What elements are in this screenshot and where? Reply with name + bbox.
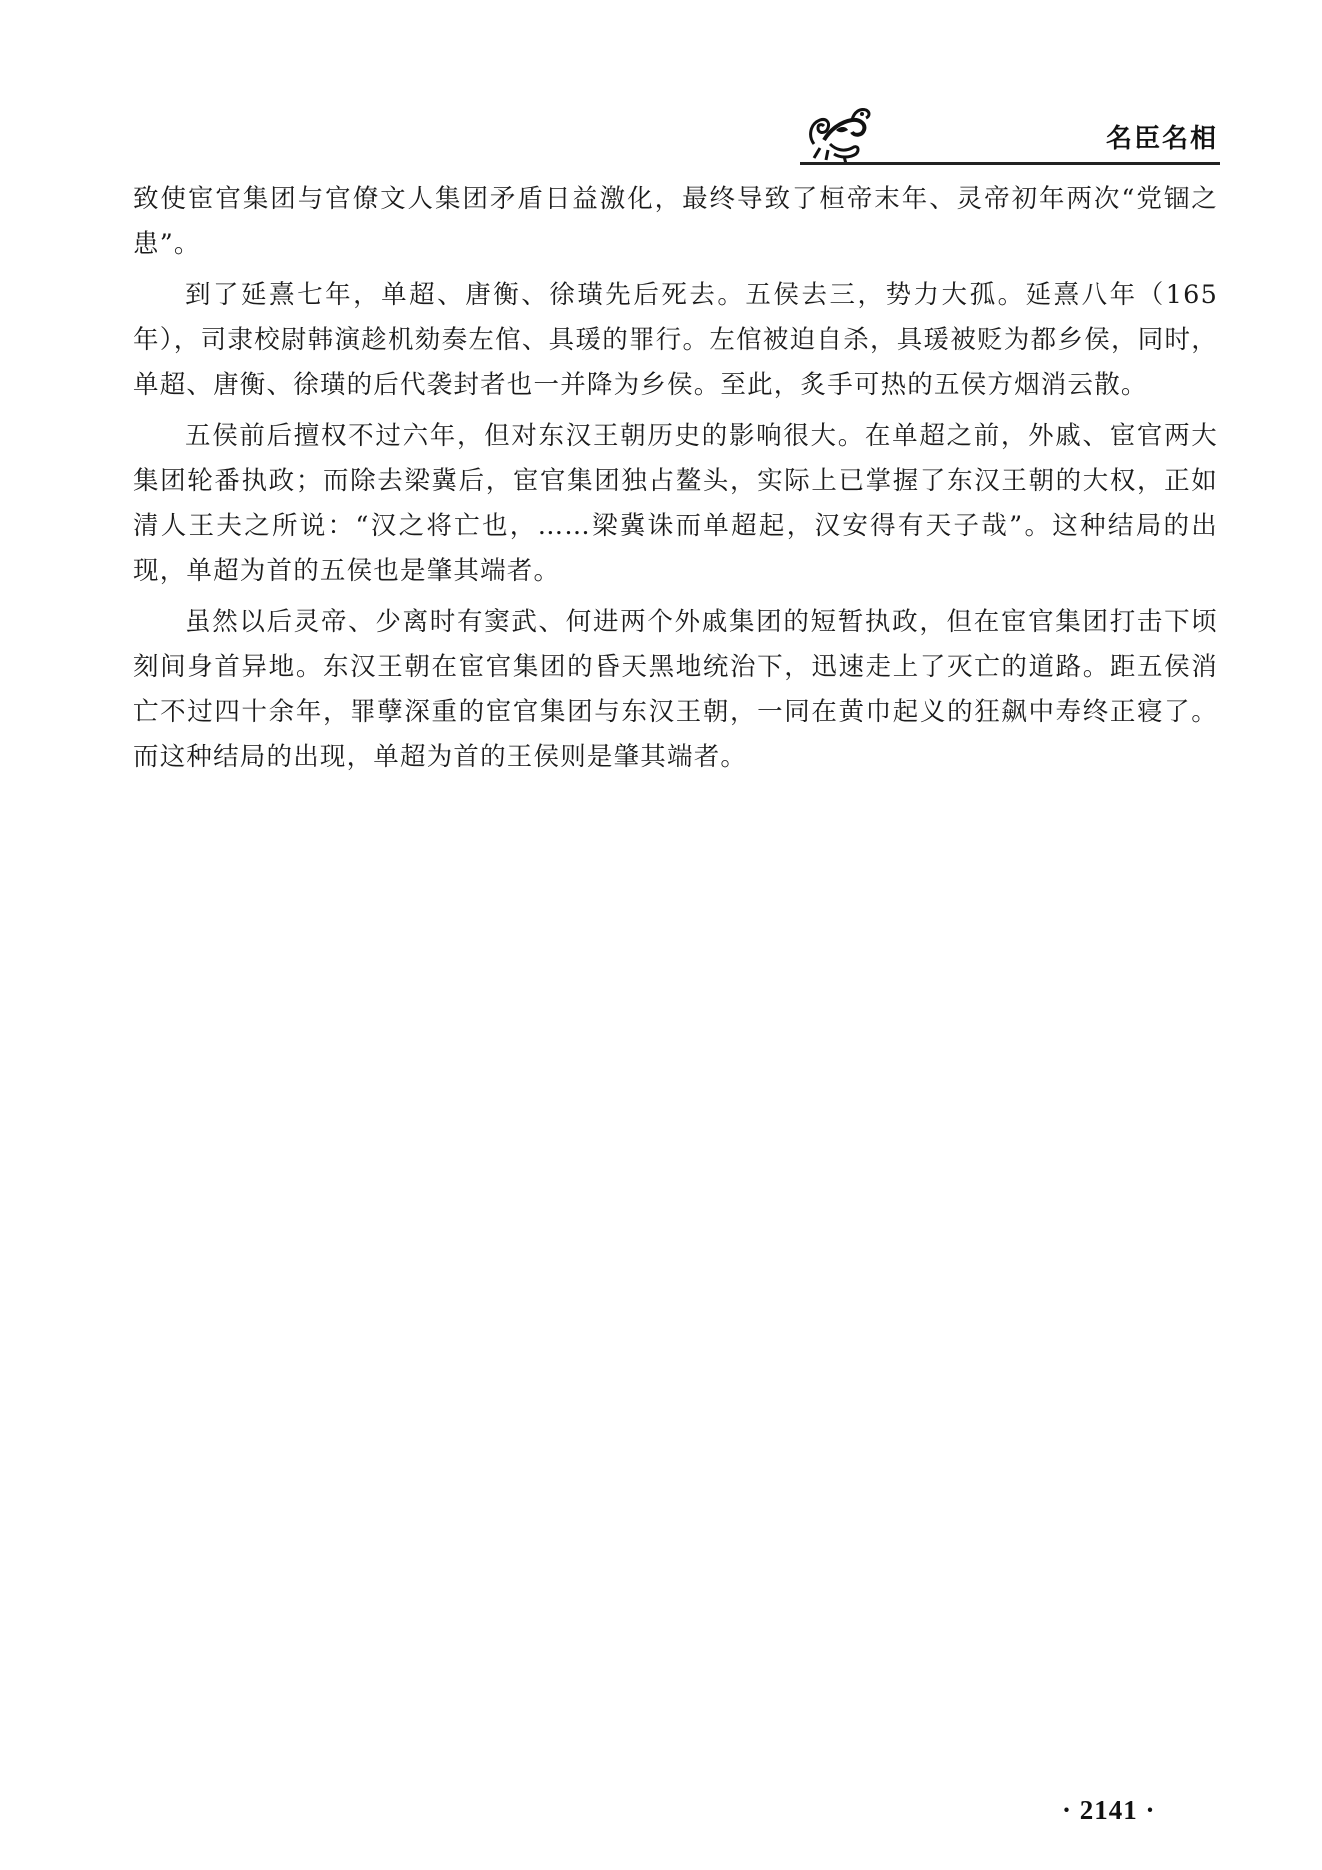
paragraph: 五侯前后擅权不过六年，但对东汉王朝历史的影响很大。在单超之前，外戚、宦官两大集团轮番执政；而除去梁冀后，宦官集团独占鳌头，实际上已掌握了东汉王朝的大权，正如清人王夫之所说：“汉之将亡也，……梁冀诛而单超起，汉安得有天子哉”。这种结局的出现，单超为首的五侯也是肇其端者。 (133, 421, 1218, 586)
body-text (133, 177, 1218, 786)
paragraph: 虽然以后灵帝、少离时有窦武、何进两个外戚集团的短暂执政，但在宦官集团打击下顷刻间身首异地。东汉王朝在宦官集团的昏天黑地统治下，迅速走上了灭亡的道路。距五侯消亡不过四十余年，罪孽深重的宦官集团与东汉王朝，一同在黄巾起义的狂飙中寿终正寝了。而这种结局的出现，单超为首的王侯则是肇其端者。 (133, 607, 1218, 772)
header-rule (800, 162, 1220, 165)
book-title: 名臣名相 (1105, 124, 1218, 154)
paragraph: 致使宦官集团与官僚文人集团矛盾日益激化，最终导致了桓帝末年、灵帝初年两次“党锢之患”。 (133, 184, 1218, 259)
page-number: · 2141 · (1062, 1795, 1156, 1825)
page-header (790, 100, 1220, 170)
paragraph: 到了延熹七年，单超、唐衡、徐璜先后死去。五侯去三，势力大孤。延熹八年（165年），司隶校尉韩演趁机劾奏左倌、具瑗的罪行。左倌被迫自杀，具瑗被贬为都乡侯，同时，单超、唐衡、徐璜的后代袭封者也一并降为乡侯。至此，炙手可热的五侯方烟消云散。 (133, 280, 1218, 400)
dragon-icon (800, 100, 876, 166)
